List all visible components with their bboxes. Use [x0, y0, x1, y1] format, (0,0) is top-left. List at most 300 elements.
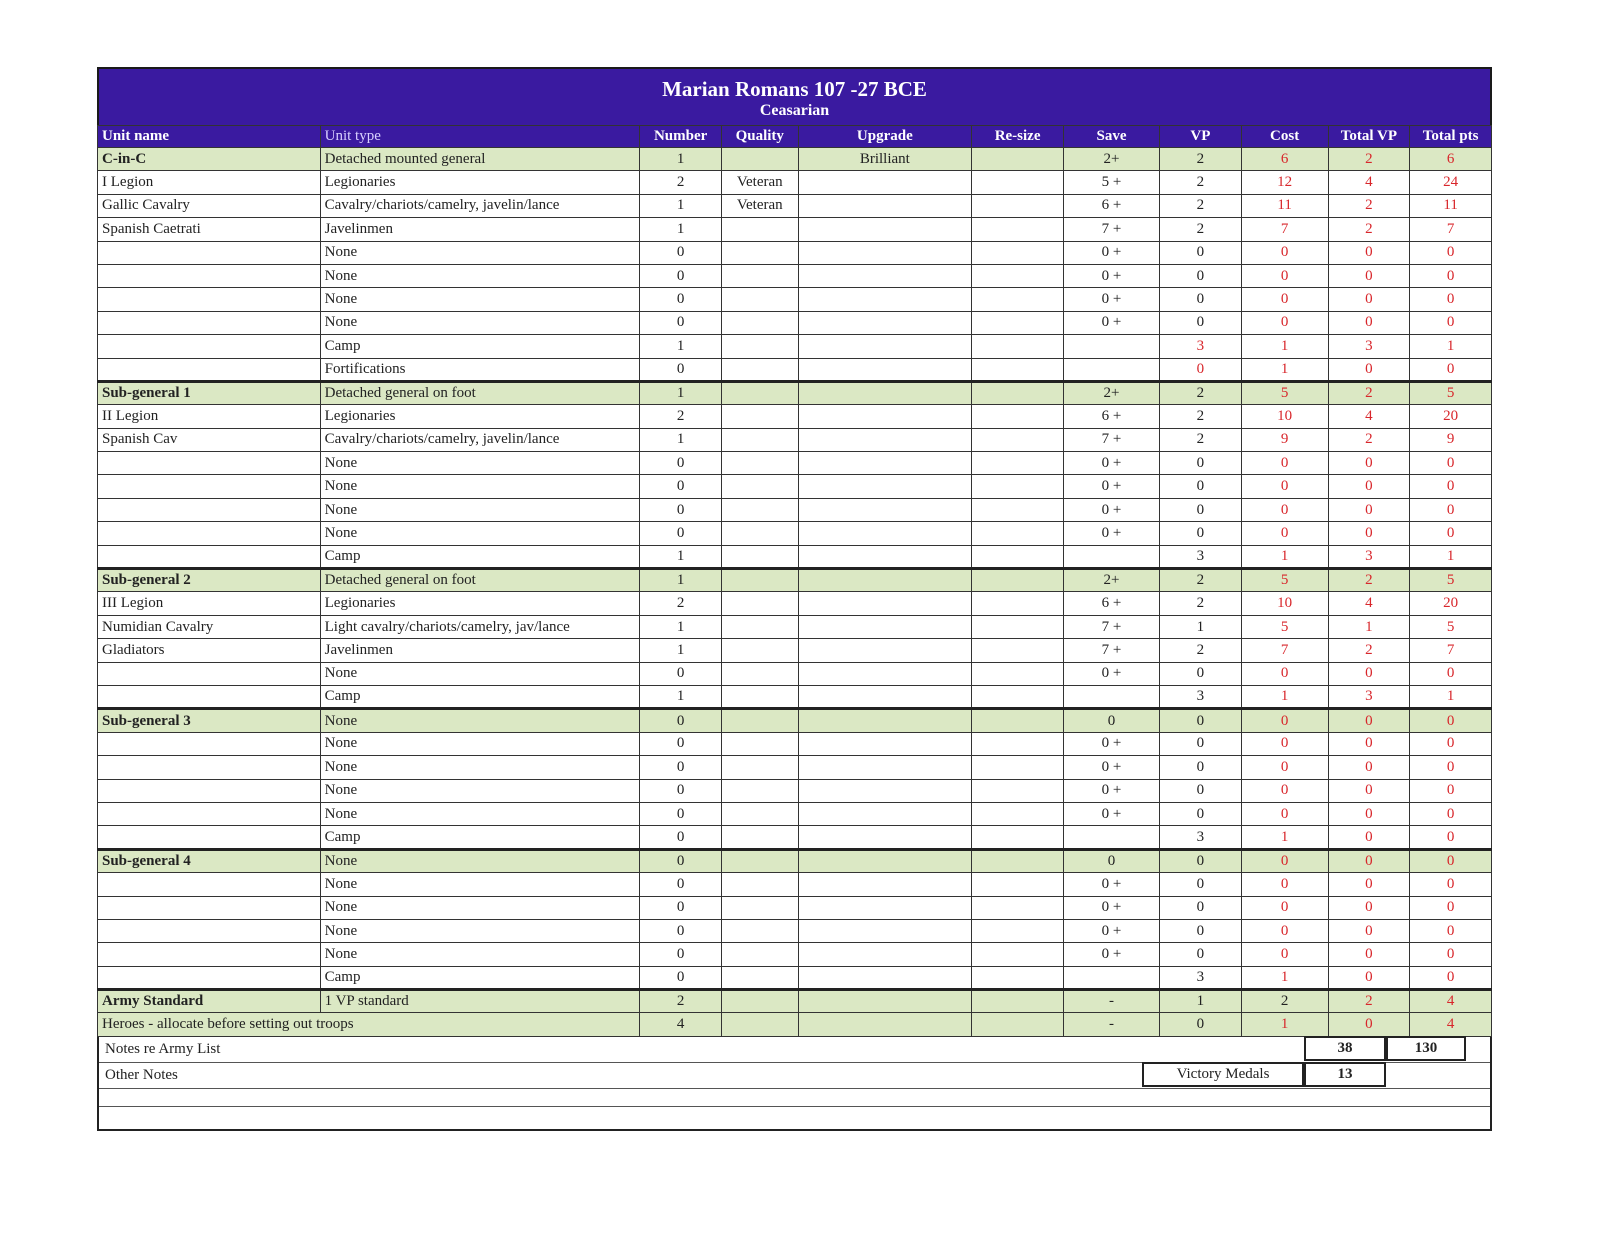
- quality-cell[interactable]: [721, 709, 798, 732]
- unit-type-cell[interactable]: None: [320, 849, 640, 872]
- quality-cell[interactable]: [721, 241, 798, 264]
- cost-cell: 0: [1241, 241, 1328, 264]
- unit-type-cell[interactable]: None: [320, 241, 640, 264]
- resize-cell[interactable]: [972, 592, 1064, 615]
- cost-cell: 0: [1241, 288, 1328, 311]
- unit-name-cell[interactable]: [98, 475, 321, 498]
- number-cell[interactable]: 2: [640, 592, 722, 615]
- resize-cell[interactable]: [972, 849, 1064, 872]
- quality-cell[interactable]: [721, 662, 798, 685]
- upgrade-cell[interactable]: [798, 475, 972, 498]
- unit-name-cell[interactable]: [98, 288, 321, 311]
- notes-blank-row[interactable]: [99, 1107, 1490, 1129]
- number-cell[interactable]: 2: [640, 171, 722, 194]
- quality-cell[interactable]: [721, 545, 798, 568]
- number-cell[interactable]: 1: [640, 685, 722, 708]
- unit-name-cell[interactable]: [98, 241, 321, 264]
- quality-cell[interactable]: [721, 475, 798, 498]
- number-cell[interactable]: 0: [640, 522, 722, 545]
- unit-type-cell[interactable]: Light cavalry/chariots/camelry, jav/lance: [320, 615, 640, 638]
- quality-cell[interactable]: [721, 522, 798, 545]
- resize-cell[interactable]: [972, 756, 1064, 779]
- upgrade-cell[interactable]: [798, 288, 972, 311]
- unit-name-cell[interactable]: [98, 662, 321, 685]
- unit-name-cell[interactable]: Spanish Caetrati: [98, 218, 321, 241]
- resize-cell[interactable]: [972, 218, 1064, 241]
- resize-cell[interactable]: [972, 148, 1064, 171]
- unit-row: [98, 873, 1492, 896]
- resize-cell[interactable]: [972, 732, 1064, 755]
- unit-name-cell[interactable]: [98, 732, 321, 755]
- unit-type-cell[interactable]: None: [320, 311, 640, 334]
- upgrade-cell[interactable]: [798, 311, 972, 334]
- upgrade-cell[interactable]: [798, 896, 972, 919]
- quality-cell[interactable]: [721, 218, 798, 241]
- number-cell[interactable]: 1: [640, 639, 722, 662]
- number-cell[interactable]: 0: [640, 498, 722, 521]
- unit-name-cell[interactable]: [98, 802, 321, 825]
- unit-row: [98, 639, 1492, 662]
- upgrade-cell[interactable]: Brilliant: [798, 148, 972, 171]
- number-cell[interactable]: 1: [640, 615, 722, 638]
- save-cell: [1064, 545, 1160, 568]
- upgrade-cell[interactable]: [798, 428, 972, 451]
- number-cell[interactable]: 0: [640, 311, 722, 334]
- resize-cell[interactable]: [972, 709, 1064, 732]
- resize-cell[interactable]: [972, 919, 1064, 942]
- quality-cell[interactable]: [721, 405, 798, 428]
- quality-cell[interactable]: [721, 592, 798, 615]
- number-cell[interactable]: 0: [640, 896, 722, 919]
- unit-name-cell[interactable]: II Legion: [98, 405, 321, 428]
- number-cell[interactable]: 1: [640, 148, 722, 171]
- upgrade-cell[interactable]: [798, 919, 972, 942]
- vp-cell: 0: [1160, 873, 1242, 896]
- column-header-row: [98, 126, 1492, 148]
- unit-name-cell[interactable]: [98, 311, 321, 334]
- number-cell[interactable]: 0: [640, 662, 722, 685]
- unit-type-cell[interactable]: None: [320, 873, 640, 896]
- vp-cell: 0: [1160, 943, 1242, 966]
- unit-name-cell[interactable]: [98, 826, 321, 849]
- unit-name-cell[interactable]: [98, 452, 321, 475]
- unit-row: [98, 615, 1492, 638]
- cost-cell: 1: [1241, 826, 1328, 849]
- unit-type-cell[interactable]: Cavalry/chariots/camelry, javelin/lance: [320, 428, 640, 451]
- quality-cell[interactable]: [721, 381, 798, 404]
- resize-cell[interactable]: [972, 241, 1064, 264]
- number-cell[interactable]: 0: [640, 849, 722, 872]
- unit-name-cell[interactable]: Gallic Cavalry: [98, 194, 321, 217]
- quality-cell[interactable]: [721, 943, 798, 966]
- unit-type-cell[interactable]: Fortifications: [320, 358, 640, 381]
- number-cell[interactable]: 0: [640, 452, 722, 475]
- number-cell[interactable]: 0: [640, 802, 722, 825]
- unit-type-cell[interactable]: None: [320, 475, 640, 498]
- upgrade-cell[interactable]: [798, 779, 972, 802]
- upgrade-cell[interactable]: [798, 241, 972, 264]
- unit-name-cell[interactable]: Sub-general 3: [98, 709, 321, 732]
- cost-cell: 7: [1241, 639, 1328, 662]
- save-cell: [1064, 966, 1160, 989]
- upgrade-cell[interactable]: [798, 194, 972, 217]
- upgrade-cell[interactable]: [798, 522, 972, 545]
- upgrade-cell[interactable]: [798, 452, 972, 475]
- unit-type-cell[interactable]: None: [320, 779, 640, 802]
- quality-cell[interactable]: [721, 452, 798, 475]
- resize-cell[interactable]: [972, 615, 1064, 638]
- total-vp-sum: 38: [1304, 1036, 1386, 1061]
- total-pts-cell: 9: [1410, 428, 1492, 451]
- quality-cell[interactable]: [721, 802, 798, 825]
- unit-row: [98, 218, 1492, 241]
- unit-name-cell[interactable]: [98, 685, 321, 708]
- number-cell[interactable]: 0: [640, 943, 722, 966]
- total-vp-cell: 0: [1328, 311, 1410, 334]
- unit-type-cell[interactable]: None: [320, 662, 640, 685]
- vp-cell: 2: [1160, 218, 1242, 241]
- quality-cell[interactable]: [721, 826, 798, 849]
- col-total-vp: Total VP: [1328, 126, 1410, 148]
- unit-row: [98, 943, 1492, 966]
- resize-cell[interactable]: [972, 990, 1064, 1013]
- col-vp: VP: [1160, 126, 1242, 148]
- cost-cell: 11: [1241, 194, 1328, 217]
- unit-type-cell[interactable]: Legionaries: [320, 171, 640, 194]
- quality-cell[interactable]: [721, 428, 798, 451]
- quality-cell[interactable]: Veteran: [721, 171, 798, 194]
- unit-name-cell[interactable]: [98, 498, 321, 521]
- total-vp-cell: 0: [1328, 943, 1410, 966]
- vp-cell: 2: [1160, 194, 1242, 217]
- quality-cell[interactable]: [721, 569, 798, 592]
- quality-cell[interactable]: [721, 990, 798, 1013]
- quality-cell[interactable]: [721, 756, 798, 779]
- number-cell[interactable]: 0: [640, 475, 722, 498]
- resize-cell[interactable]: [972, 475, 1064, 498]
- upgrade-cell[interactable]: [798, 358, 972, 381]
- total-pts-cell: 5: [1410, 569, 1492, 592]
- resize-cell[interactable]: [972, 896, 1064, 919]
- unit-type-cell[interactable]: Camp: [320, 826, 640, 849]
- unit-type-cell[interactable]: Detached mounted general: [320, 148, 640, 171]
- unit-type-cell[interactable]: Camp: [320, 545, 640, 568]
- unit-name-cell[interactable]: Numidian Cavalry: [98, 615, 321, 638]
- unit-name-cell[interactable]: [98, 756, 321, 779]
- quality-cell[interactable]: [721, 148, 798, 171]
- unit-name-cell[interactable]: [98, 335, 321, 358]
- resize-cell[interactable]: [972, 966, 1064, 989]
- vp-cell: 3: [1160, 966, 1242, 989]
- total-pts-cell: 0: [1410, 662, 1492, 685]
- unit-type-cell[interactable]: None: [320, 522, 640, 545]
- number-cell[interactable]: 1: [640, 545, 722, 568]
- unit-type-cell[interactable]: None: [320, 452, 640, 475]
- upgrade-cell[interactable]: [798, 943, 972, 966]
- unit-type-cell[interactable]: Cavalry/chariots/camelry, javelin/lance: [320, 194, 640, 217]
- unit-type-cell[interactable]: None: [320, 756, 640, 779]
- resize-cell[interactable]: [972, 288, 1064, 311]
- unit-type-cell[interactable]: None: [320, 919, 640, 942]
- number-cell[interactable]: 1: [640, 428, 722, 451]
- save-cell: 0 +: [1064, 662, 1160, 685]
- resize-cell[interactable]: [972, 522, 1064, 545]
- unit-row: [98, 826, 1492, 849]
- resize-cell[interactable]: [972, 873, 1064, 896]
- upgrade-cell[interactable]: [798, 849, 972, 872]
- unit-row: [98, 522, 1492, 545]
- unit-name-cell[interactable]: [98, 919, 321, 942]
- total-vp-cell: 4: [1328, 592, 1410, 615]
- resize-cell[interactable]: [972, 943, 1064, 966]
- quality-cell[interactable]: [721, 896, 798, 919]
- total-vp-cell: 2: [1328, 381, 1410, 404]
- heroes-quality[interactable]: [721, 1013, 798, 1036]
- number-cell[interactable]: 0: [640, 732, 722, 755]
- quality-cell[interactable]: [721, 264, 798, 287]
- col-number: Number: [640, 126, 722, 148]
- unit-name-cell[interactable]: [98, 358, 321, 381]
- upgrade-cell[interactable]: [798, 709, 972, 732]
- number-cell[interactable]: 0: [640, 826, 722, 849]
- vp-cell: 2: [1160, 381, 1242, 404]
- unit-type-cell[interactable]: Detached general on foot: [320, 381, 640, 404]
- unit-type-cell[interactable]: None: [320, 498, 640, 521]
- save-cell: 7 +: [1064, 218, 1160, 241]
- number-cell[interactable]: 2: [640, 405, 722, 428]
- quality-cell[interactable]: [721, 919, 798, 942]
- unit-type-cell[interactable]: None: [320, 802, 640, 825]
- unit-type-cell[interactable]: Camp: [320, 966, 640, 989]
- unit-name-cell[interactable]: Gladiators: [98, 639, 321, 662]
- upgrade-cell[interactable]: [798, 662, 972, 685]
- resize-cell[interactable]: [972, 311, 1064, 334]
- quality-cell[interactable]: [721, 311, 798, 334]
- unit-type-cell[interactable]: Camp: [320, 685, 640, 708]
- quality-cell[interactable]: [721, 615, 798, 638]
- number-cell[interactable]: 0: [640, 241, 722, 264]
- quality-cell[interactable]: [721, 358, 798, 381]
- quality-cell[interactable]: [721, 288, 798, 311]
- resize-cell[interactable]: [972, 639, 1064, 662]
- unit-name-cell[interactable]: [98, 522, 321, 545]
- cost-cell: 0: [1241, 452, 1328, 475]
- cost-cell: 0: [1241, 498, 1328, 521]
- unit-type-cell[interactable]: Camp: [320, 335, 640, 358]
- upgrade-cell[interactable]: [798, 685, 972, 708]
- unit-type-cell[interactable]: 1 VP standard: [320, 990, 640, 1013]
- resize-cell[interactable]: [972, 826, 1064, 849]
- quality-cell[interactable]: [721, 873, 798, 896]
- group-row: [98, 849, 1492, 872]
- upgrade-cell[interactable]: [798, 592, 972, 615]
- number-cell[interactable]: 0: [640, 709, 722, 732]
- unit-type-cell[interactable]: Detached general on foot: [320, 569, 640, 592]
- quality-cell[interactable]: [721, 498, 798, 521]
- number-cell[interactable]: 0: [640, 779, 722, 802]
- heroes-upgrade[interactable]: [798, 1013, 972, 1036]
- unit-name-cell[interactable]: [98, 264, 321, 287]
- unit-name-cell[interactable]: I Legion: [98, 171, 321, 194]
- cost-cell: 1: [1241, 335, 1328, 358]
- unit-name-cell[interactable]: Army Standard: [98, 990, 321, 1013]
- unit-type-cell[interactable]: None: [320, 943, 640, 966]
- notes-blank-row[interactable]: [99, 1089, 1490, 1107]
- upgrade-cell[interactable]: [798, 873, 972, 896]
- total-pts-cell: 5: [1410, 381, 1492, 404]
- heroes-resize[interactable]: [972, 1013, 1064, 1036]
- sheet-title: Marian Romans 107 -27 BCE: [662, 77, 927, 101]
- other-notes-label: Other Notes: [105, 1066, 178, 1083]
- resize-cell[interactable]: [972, 428, 1064, 451]
- resize-cell[interactable]: [972, 194, 1064, 217]
- upgrade-cell[interactable]: [798, 756, 972, 779]
- cost-cell: 0: [1241, 802, 1328, 825]
- unit-type-cell[interactable]: None: [320, 264, 640, 287]
- unit-type-cell[interactable]: Legionaries: [320, 405, 640, 428]
- upgrade-cell[interactable]: [798, 498, 972, 521]
- number-cell[interactable]: 0: [640, 756, 722, 779]
- total-vp-cell: 4: [1328, 405, 1410, 428]
- resize-cell[interactable]: [972, 779, 1064, 802]
- quality-cell[interactable]: [721, 966, 798, 989]
- upgrade-cell[interactable]: [798, 264, 972, 287]
- heroes-save: -: [1064, 1013, 1160, 1036]
- cost-cell: 5: [1241, 381, 1328, 404]
- unit-row: [98, 358, 1492, 381]
- unit-name-cell[interactable]: [98, 779, 321, 802]
- unit-type-cell[interactable]: None: [320, 288, 640, 311]
- resize-cell[interactable]: [972, 381, 1064, 404]
- total-vp-cell: 0: [1328, 452, 1410, 475]
- total-pts-cell: 1: [1410, 545, 1492, 568]
- unit-type-cell[interactable]: None: [320, 732, 640, 755]
- heroes-row: [98, 1013, 1492, 1036]
- number-cell[interactable]: 0: [640, 966, 722, 989]
- total-pts-cell: 0: [1410, 873, 1492, 896]
- save-cell: 0 +: [1064, 241, 1160, 264]
- unit-name-cell[interactable]: III Legion: [98, 592, 321, 615]
- save-cell: [1064, 826, 1160, 849]
- unit-name-cell[interactable]: [98, 896, 321, 919]
- unit-name-cell[interactable]: [98, 943, 321, 966]
- quality-cell[interactable]: [721, 335, 798, 358]
- upgrade-cell[interactable]: [798, 569, 972, 592]
- vp-cell: 3: [1160, 826, 1242, 849]
- unit-name-cell[interactable]: C-in-C: [98, 148, 321, 171]
- upgrade-cell[interactable]: [798, 826, 972, 849]
- number-cell[interactable]: 0: [640, 873, 722, 896]
- unit-name-cell[interactable]: Sub-general 2: [98, 569, 321, 592]
- heroes-total-vp: 0: [1328, 1013, 1410, 1036]
- upgrade-cell[interactable]: [798, 966, 972, 989]
- quality-cell[interactable]: [721, 779, 798, 802]
- total-vp-cell: 0: [1328, 709, 1410, 732]
- save-cell: -: [1064, 990, 1160, 1013]
- number-cell[interactable]: 1: [640, 335, 722, 358]
- total-pts-cell: 0: [1410, 849, 1492, 872]
- cost-cell: 6: [1241, 148, 1328, 171]
- upgrade-cell[interactable]: [798, 545, 972, 568]
- number-cell[interactable]: 0: [640, 288, 722, 311]
- resize-cell[interactable]: [972, 358, 1064, 381]
- unit-row: [98, 475, 1492, 498]
- unit-type-cell[interactable]: None: [320, 896, 640, 919]
- total-pts-cell: 5: [1410, 615, 1492, 638]
- resize-cell[interactable]: [972, 264, 1064, 287]
- resize-cell[interactable]: [972, 335, 1064, 358]
- unit-name-cell[interactable]: [98, 873, 321, 896]
- number-cell[interactable]: 2: [640, 990, 722, 1013]
- total-pts-cell: 6: [1410, 148, 1492, 171]
- notes-row[interactable]: [99, 1037, 1490, 1063]
- number-cell[interactable]: 1: [640, 194, 722, 217]
- col-cost: Cost: [1241, 126, 1328, 148]
- quality-cell[interactable]: [721, 639, 798, 662]
- resize-cell[interactable]: [972, 685, 1064, 708]
- resize-cell[interactable]: [972, 662, 1064, 685]
- unit-type-cell[interactable]: Legionaries: [320, 592, 640, 615]
- resize-cell[interactable]: [972, 171, 1064, 194]
- resize-cell[interactable]: [972, 545, 1064, 568]
- number-cell[interactable]: 0: [640, 919, 722, 942]
- vp-cell: 2: [1160, 428, 1242, 451]
- total-vp-cell: 0: [1328, 802, 1410, 825]
- upgrade-cell[interactable]: [798, 802, 972, 825]
- save-cell: 7 +: [1064, 428, 1160, 451]
- unit-name-cell[interactable]: [98, 966, 321, 989]
- save-cell: 0 +: [1064, 475, 1160, 498]
- unit-name-cell[interactable]: Sub-general 1: [98, 381, 321, 404]
- resize-cell[interactable]: [972, 498, 1064, 521]
- upgrade-cell[interactable]: [798, 381, 972, 404]
- total-pts-cell: 0: [1410, 288, 1492, 311]
- number-cell[interactable]: 1: [640, 218, 722, 241]
- upgrade-cell[interactable]: [798, 990, 972, 1013]
- unit-type-cell[interactable]: None: [320, 709, 640, 732]
- quality-cell[interactable]: Veteran: [721, 194, 798, 217]
- unit-type-cell[interactable]: Javelinmen: [320, 218, 640, 241]
- cost-cell: 0: [1241, 662, 1328, 685]
- unit-type-cell[interactable]: Javelinmen: [320, 639, 640, 662]
- other-notes-row[interactable]: [99, 1063, 1490, 1089]
- number-cell[interactable]: 0: [640, 264, 722, 287]
- upgrade-cell[interactable]: [798, 639, 972, 662]
- upgrade-cell[interactable]: [798, 335, 972, 358]
- resize-cell[interactable]: [972, 569, 1064, 592]
- resize-cell[interactable]: [972, 405, 1064, 428]
- number-cell[interactable]: 1: [640, 569, 722, 592]
- save-cell: 6 +: [1064, 405, 1160, 428]
- quality-cell[interactable]: [721, 685, 798, 708]
- total-vp-cell: 0: [1328, 522, 1410, 545]
- resize-cell[interactable]: [972, 452, 1064, 475]
- upgrade-cell[interactable]: [798, 615, 972, 638]
- quality-cell[interactable]: [721, 849, 798, 872]
- number-cell[interactable]: 1: [640, 381, 722, 404]
- upgrade-cell[interactable]: [798, 405, 972, 428]
- unit-name-cell[interactable]: Spanish Cav: [98, 428, 321, 451]
- unit-name-cell[interactable]: Sub-general 4: [98, 849, 321, 872]
- upgrade-cell[interactable]: [798, 218, 972, 241]
- heroes-number[interactable]: 4: [640, 1013, 722, 1036]
- upgrade-cell[interactable]: [798, 171, 972, 194]
- unit-name-cell[interactable]: [98, 545, 321, 568]
- upgrade-cell[interactable]: [798, 732, 972, 755]
- number-cell[interactable]: 0: [640, 358, 722, 381]
- resize-cell[interactable]: [972, 802, 1064, 825]
- quality-cell[interactable]: [721, 732, 798, 755]
